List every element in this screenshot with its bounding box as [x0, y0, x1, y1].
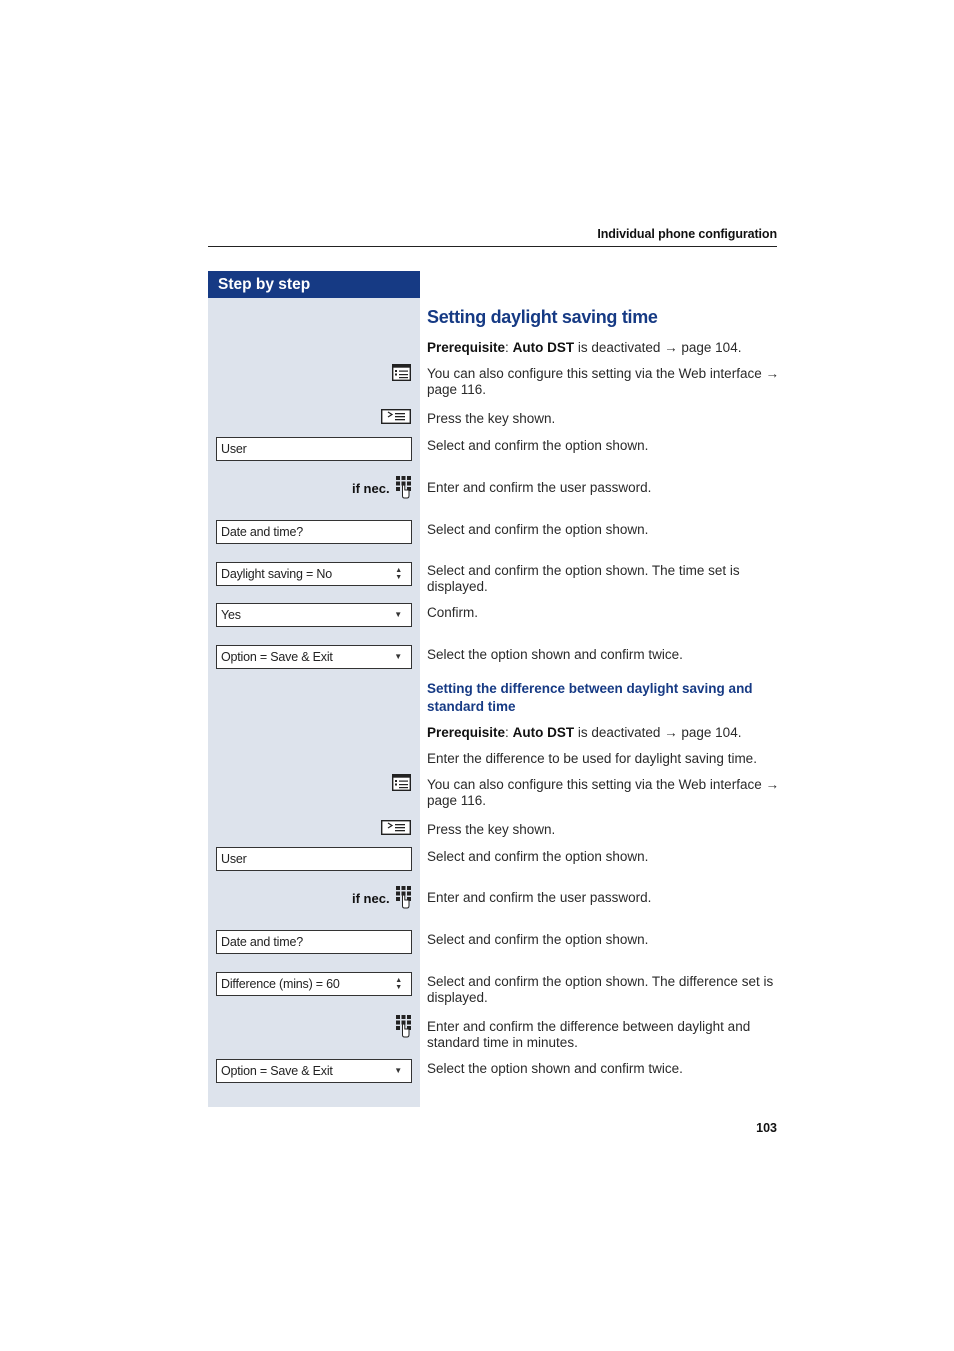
instruction-text: Select the option shown and confirm twice.	[427, 1061, 683, 1076]
prereq-label: Prerequisite	[427, 340, 506, 355]
prerequisite-line	[427, 725, 779, 741]
keypad-icon[interactable]	[395, 475, 412, 499]
menu-option-yes[interactable]	[216, 603, 412, 627]
instruction-text: Select and confirm the option shown.	[427, 438, 649, 453]
menu-option-daylight-saving[interactable]	[216, 562, 412, 586]
press-key-text: Press the key shown.	[427, 411, 556, 426]
prereq-value: Auto DST	[512, 340, 575, 355]
menu-option-difference[interactable]	[216, 972, 412, 996]
instruction-text: Select and confirm the option shown.	[427, 849, 649, 864]
prereq-rest: is deactivated → page 104.	[577, 340, 742, 355]
down-arrow-icon: ▼	[394, 652, 402, 661]
menu-option-date-time[interactable]	[216, 930, 412, 954]
instruction-text: Select and confirm the option shown.	[427, 522, 649, 537]
web-interface-icon	[392, 364, 411, 381]
menu-option-user[interactable]	[216, 437, 412, 461]
option-label: Yes	[221, 608, 241, 622]
up-down-arrow-icon: ▲ ▼	[395, 567, 402, 581]
instruction-text: Enter the difference to be used for daylight saving time.	[427, 751, 757, 766]
keypad-icon[interactable]	[395, 885, 412, 909]
page-number: 103	[756, 1121, 777, 1135]
down-arrow-icon: ▼	[394, 610, 402, 619]
web-interface-icon	[392, 774, 411, 791]
option-label: Date and time?	[221, 525, 303, 539]
option-label: Option = Save & Exit	[221, 1064, 333, 1078]
running-header: Individual phone configuration	[597, 227, 777, 241]
prerequisite-line	[427, 340, 779, 356]
option-label: Daylight saving = No	[221, 567, 332, 581]
instruction-text: Confirm.	[427, 605, 479, 620]
menu-option-date-time[interactable]	[216, 520, 412, 544]
instruction-text: Select and confirm the option shown.	[427, 932, 649, 947]
instruction-text: Enter and confirm the user password.	[427, 480, 652, 495]
down-arrow-icon: ▼	[394, 1066, 402, 1075]
keypad-icon[interactable]	[395, 1014, 412, 1038]
header-rule	[208, 246, 777, 247]
web-interface-note: You can also configure this setting via the Web interface → page 116.	[427, 366, 779, 397]
press-key-text: Press the key shown.	[427, 822, 556, 837]
instruction-text: Enter and confirm the difference between daylight and standard time in minutes.	[427, 1019, 751, 1050]
prereq-sep: :	[505, 340, 509, 355]
instruction-text: Enter and confirm the user password.	[427, 890, 652, 905]
option-label: User	[221, 852, 247, 866]
prereq-label: Prerequisite	[427, 725, 506, 740]
option-label: User	[221, 442, 247, 456]
subsection-title: Setting the difference between daylight saving and standard time	[427, 681, 753, 714]
option-label: Difference (mins) = 60	[221, 977, 340, 991]
instruction-text: Select and confirm the option shown. The difference set is displayed.	[427, 974, 774, 1005]
menu-option-save-exit[interactable]	[216, 645, 412, 669]
prereq-value: Auto DST	[512, 725, 575, 740]
menu-key-icon[interactable]	[381, 820, 411, 835]
section-title: Setting daylight saving time	[427, 307, 658, 327]
up-down-arrow-icon: ▲ ▼	[395, 977, 402, 991]
prereq-rest: is deactivated → page 104.	[577, 725, 742, 740]
instruction-text: Select the option shown and confirm twice.	[427, 647, 683, 662]
sidebar-heading: Step by step	[208, 271, 420, 298]
option-label: Date and time?	[221, 935, 303, 949]
option-label: Option = Save & Exit	[221, 650, 333, 664]
web-interface-note: You can also configure this setting via the Web interface → page 116.	[427, 777, 779, 808]
if-nec-label: if nec.	[352, 891, 390, 906]
menu-option-save-exit[interactable]	[216, 1059, 412, 1083]
instruction-text: Select and confirm the option shown. The time set is displayed.	[427, 563, 740, 594]
menu-option-user[interactable]	[216, 847, 412, 871]
if-nec-label: if nec.	[352, 481, 390, 496]
menu-key-icon[interactable]	[381, 409, 411, 424]
prereq-sep: :	[505, 725, 509, 740]
